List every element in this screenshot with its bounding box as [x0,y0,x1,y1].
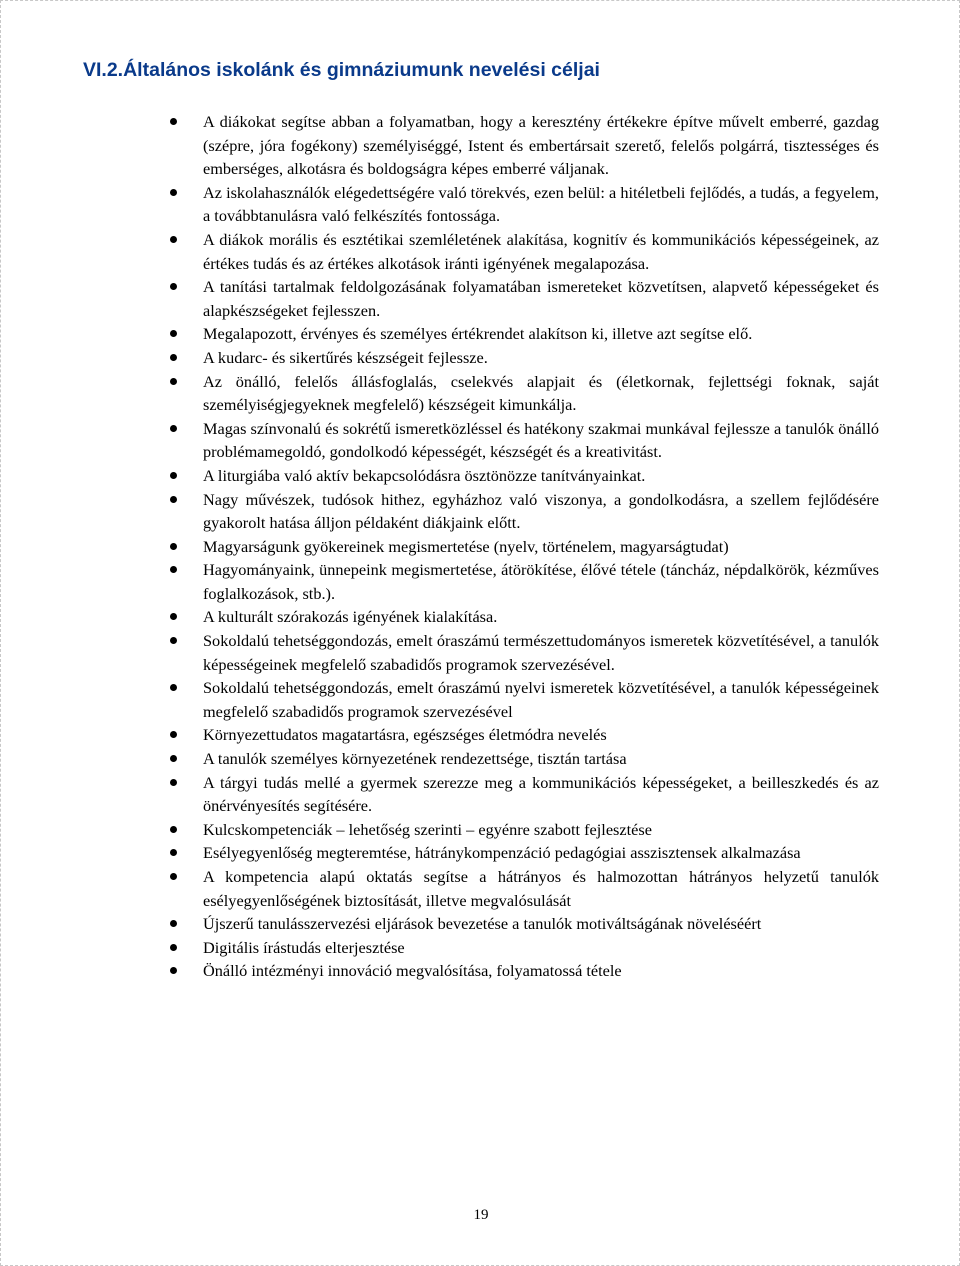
list-item-text: A liturgiába való aktív bekapcsolódásra ösztönözze tanítványainkat. [203,465,646,485]
list-item [203,275,879,322]
list-item-text: Magas színvonalú és sokrétű ismeretközléssel és hatékony szakmai munkával fejlessze a tanulók önálló problémamegoldó, gondolkodó képességét, készségét és a kreativitást. [203,418,879,462]
list-item [203,370,879,417]
bullet-icon [170,378,177,385]
list-item-text: Megalapozott, érvényes és személyes értékrendet alakítson ki, illetve azt segítse elő. [203,324,753,344]
list-item-text: A kudarc- és sikertűrés készségeit fejlessze. [203,347,488,367]
list-item-text: Újszerű tanulásszervezési eljárások bevezetése a tanulók motiváltságának növeléséért [203,914,762,934]
bullet-icon [170,472,177,479]
bullet-icon [170,566,177,573]
list-item-text: Önálló intézményi innováció megvalósítása, folyamatossá tétele [203,961,622,981]
goal-list [203,110,879,983]
list-item-text: Az önálló, felelős állásfoglalás, cselekvés alapjait és (életkornak, fejlettségi foknak, saját személyiségjegyeknek megfelelő) készségeit kimunkálja. [203,371,879,415]
list-item-text: Környezettudatos magatartásra, egészséges életmódra nevelés [203,725,607,745]
page-number: 19 [473,1207,489,1223]
list-item-text: Esélyegyenlőség megteremtése, hátránykompenzáció pedagógiai asszisztensek alkalmazása [203,843,801,863]
list-item [203,228,879,275]
list-item [203,488,879,535]
list-item [203,181,879,228]
list-item [203,747,879,771]
list-item-text: Digitális írástudás elterjesztése [203,937,405,957]
bullet-icon [170,944,177,951]
list-item-text: Hagyományaink, ünnepeink megismertetése, átörökítése, élővé tétele (táncház, népdalkörök, kézműves foglalkozások, stb.). [203,560,879,603]
list-item [203,865,879,912]
section-heading: VI.2.Általános iskolánk és gimnáziumunk nevelési céljai [83,59,600,81]
bullet-icon [170,118,177,125]
bullet-icon [170,330,177,337]
bullet-icon [170,637,177,644]
list-item [203,771,879,818]
list-item [203,912,879,936]
bullet-icon [170,967,177,974]
list-item [203,723,879,747]
list-item-text: A diákokat segítse abban a folyamatban, hogy a keresztény értékekre építve művelt emberré, gazdag (szépre, jóra fogékony) személyiséggé, Istent és embertársait szerető, felelős polgárrá, tisztességes és emberséges, alkotásra és boldogságra képes emberré váljanak. [203,112,879,179]
list-item-text: A tanítási tartalmak feldolgozásának folyamatában ismereteket közvetítsen, alapvető képességeket és alapkészségeket fejlesszen. [203,277,879,320]
list-item-text: Magyarságunk gyökereinek megismertetése (nyelv, történelem, magyarságtudat) [203,536,729,556]
bullet-icon [170,731,177,738]
list-item-text: Sokoldalú tehetséggondozás, emelt óraszámú természettudományos ismeretek közvetítésével, a tanulók képességeinek megfelelő szabadidős programok szervezésével. [203,631,879,674]
list-item [203,535,879,559]
bullet-icon [170,425,177,432]
bullet-icon [170,779,177,786]
bullet-icon [170,189,177,196]
list-item-text: Kulcskompetenciák – lehetőség szerinti – egyénre szabott fejlesztése [203,819,652,839]
list-item-text: A tanulók személyes környezetének rendezettsége, tisztán tartása [203,749,627,769]
bullet-icon [170,826,177,833]
bullet-icon [170,613,177,620]
bullet-icon [170,496,177,503]
list-item [203,558,879,605]
bullet-icon [170,755,177,762]
list-item-text: A tárgyi tudás mellé a gyermek szerezze meg a kommunikációs képességeket, a beilleszkedés és az önérvényesítés segítésére. [203,772,879,816]
bullet-icon [170,873,177,880]
list-item [203,110,879,181]
list-item-text: Az iskolahasználók elégedettségére való törekvés, ezen belül: a hitéletbeli fejlődés, a tudás, a fegyelem, a továbbtanulásra való felkészítés fontossága. [203,182,879,226]
list-item-text: Sokoldalú tehetséggondozás, emelt óraszámú nyelvi ismeretek közvetítésével, a tanulók képességeinek megfelelő szabadidős programok szervezésével [203,678,879,721]
list-item [203,417,879,464]
bullet-icon [170,236,177,243]
list-item-text: A kompetencia alapú oktatás segítse a hátrányos és halmozottan hátrányos helyzetű tanulók esélyegyenlőségének biztosítását, illetve megvalósulását [203,867,879,910]
bullet-icon [170,920,177,927]
list-item [203,629,879,676]
list-item [203,936,879,960]
list-item-text: A diákok morális és esztétikai szemléletének alakítása, kognitív és kommunikációs képességeinek, az értékes tudás és az értékes alkotások iránti igényének megalapozása. [203,229,879,273]
list-item-text: Nagy művészek, tudósok hithez, egyházhoz való viszonya, a gondolkodásra, a szellem fejlődésére gyakorolt hatása álljon példaként diákjaink előtt. [203,489,879,533]
list-item [203,322,879,346]
list-item [203,841,879,865]
bullet-icon [170,684,177,691]
list-item [203,464,879,488]
list-item-text: A kulturált szórakozás igényének kialakítása. [203,607,498,627]
list-item [203,605,879,629]
bullet-icon [170,849,177,856]
list-item [203,676,879,723]
bullet-icon [170,283,177,290]
list-item [203,346,879,370]
list-item [203,959,879,983]
list-item [203,818,879,842]
bullet-icon [170,354,177,361]
bullet-icon [170,543,177,550]
